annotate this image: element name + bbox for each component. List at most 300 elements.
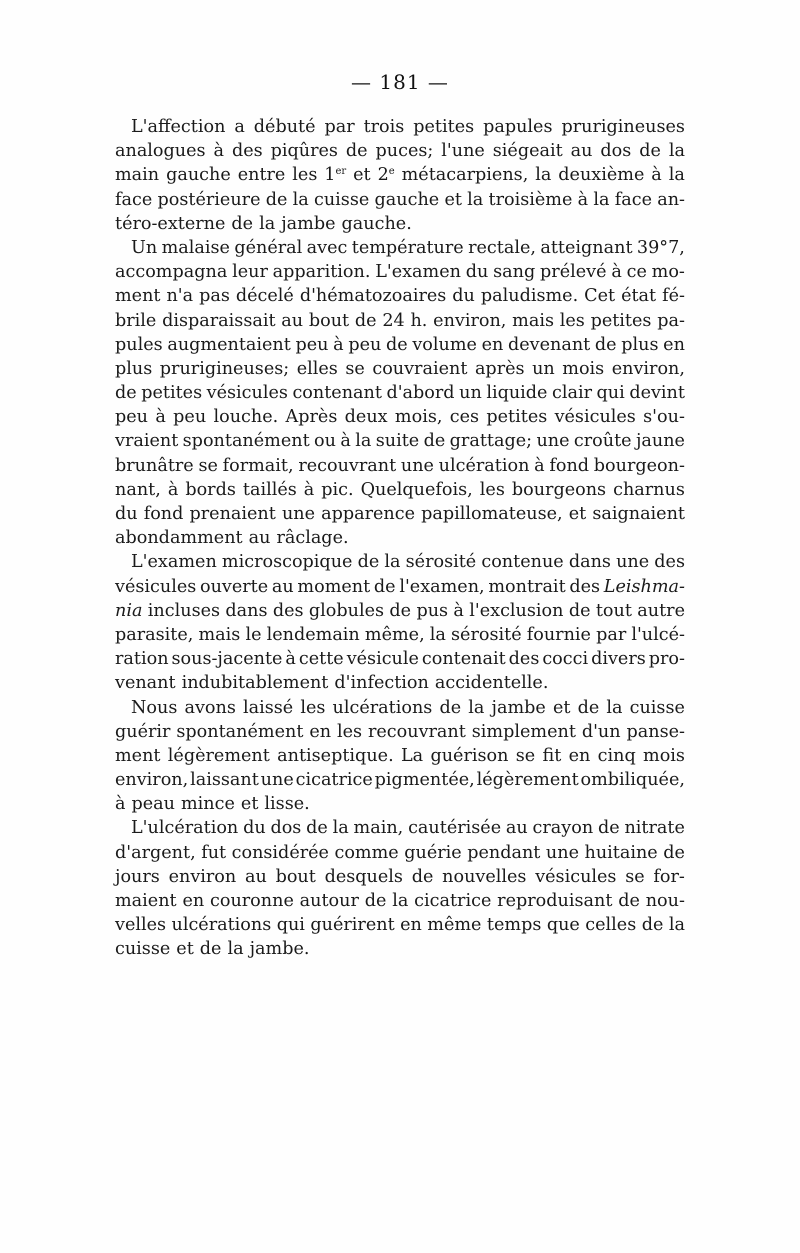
word: panse-: [626, 721, 685, 742]
word: petites: [486, 407, 548, 428]
word: pules: [115, 334, 163, 355]
word: pendant: [467, 842, 541, 863]
word: l'exclusion: [469, 600, 564, 621]
word: bourgeon-: [593, 455, 685, 476]
word: de: [386, 334, 408, 355]
word: L'examen: [131, 552, 217, 573]
word: la: [593, 189, 610, 210]
word: les: [300, 697, 326, 718]
word: des: [508, 649, 540, 670]
word: peu: [173, 407, 207, 428]
word: vésicules: [115, 576, 197, 597]
word: divers: [591, 649, 646, 670]
word: comme: [334, 842, 399, 863]
word: du: [243, 818, 266, 839]
text-line: [115, 792, 685, 816]
word: à: [155, 407, 166, 428]
word: à: [167, 479, 179, 500]
word: Leishma-: [603, 576, 685, 597]
word: dos: [600, 141, 632, 162]
word: de: [364, 891, 387, 911]
word: à: [213, 141, 225, 162]
word: cette: [298, 649, 344, 670]
word: la: [259, 213, 276, 234]
word: la: [606, 697, 623, 718]
word: au: [271, 576, 294, 597]
word: bords: [185, 479, 236, 500]
word: à: [577, 189, 589, 210]
word: de: [663, 842, 685, 863]
word: couvraient: [372, 358, 468, 379]
text-line: [115, 744, 685, 768]
word: d'abord: [386, 383, 455, 404]
word: la: [392, 891, 409, 911]
word: abondamment: [115, 528, 243, 549]
word: papillomateuse,: [421, 504, 563, 524]
word: la: [668, 141, 685, 162]
word: face: [614, 189, 652, 210]
word: brile: [115, 310, 157, 331]
word: et: [444, 189, 462, 210]
word: montrait: [488, 576, 566, 597]
text-line: [115, 768, 685, 792]
word: recouvrant: [367, 721, 466, 742]
word: la: [668, 165, 685, 186]
word: couronne: [210, 891, 294, 911]
word: par: [324, 117, 355, 137]
text-line: [115, 889, 685, 913]
word: la: [355, 431, 372, 452]
word: contenant: [292, 383, 382, 404]
word: à: [534, 455, 545, 476]
text-line: [115, 913, 685, 937]
word: l'ulcé-: [631, 624, 685, 645]
paragraph: [115, 236, 685, 550]
word: prurigineuses: [561, 117, 685, 137]
word: de: [265, 189, 288, 210]
word: gauche.: [341, 213, 412, 234]
word: la: [467, 189, 484, 210]
word: peau: [131, 794, 175, 815]
word: jambe.: [249, 939, 310, 960]
word: contenue: [481, 552, 564, 573]
word: du: [465, 262, 489, 283]
word: leur: [232, 262, 268, 283]
word: jours: [115, 866, 160, 887]
text-line: [115, 381, 685, 405]
word: décelé: [235, 286, 294, 307]
word: taillés: [242, 479, 297, 500]
word: gauche: [374, 189, 440, 210]
text-line: [115, 405, 685, 429]
word: saignaient: [592, 504, 685, 524]
word: ou: [314, 431, 336, 452]
body-text: [115, 115, 685, 962]
word: globules: [308, 600, 385, 621]
word: La: [400, 745, 424, 766]
word: lendemain: [266, 624, 360, 645]
word: cicatrice: [295, 770, 373, 791]
word: de: [357, 552, 380, 573]
word: d'argent,: [115, 842, 196, 863]
word: de: [373, 576, 396, 597]
text-line: [115, 309, 685, 333]
word: de: [639, 141, 661, 162]
word: antiseptique.: [277, 745, 394, 766]
word: de: [641, 915, 664, 936]
word: petites: [413, 117, 475, 137]
text-line: [115, 502, 685, 526]
word: à: [611, 262, 622, 283]
word: plus: [115, 358, 153, 379]
word: et: [176, 939, 194, 960]
word: Quelquefois,: [360, 479, 473, 500]
word: au: [505, 818, 528, 839]
word: nia: [115, 600, 143, 621]
word: peu: [295, 334, 329, 355]
text-line: [115, 550, 685, 574]
word: n'a: [166, 286, 194, 307]
word: se: [515, 745, 536, 766]
word: qui: [596, 383, 625, 404]
word: fé-: [662, 286, 685, 307]
word: mais: [198, 624, 241, 645]
word: du: [115, 504, 138, 524]
word: de: [354, 310, 377, 331]
word: même: [427, 915, 482, 936]
word: une: [545, 842, 579, 863]
word: la: [292, 189, 309, 210]
word: venant: [115, 673, 176, 694]
word: fournie: [526, 624, 591, 645]
word: des: [231, 141, 263, 162]
word: les: [479, 479, 505, 500]
word: téro-externe: [115, 213, 226, 234]
text-line: [115, 163, 685, 187]
word: de: [594, 334, 617, 355]
word: lisse.: [264, 794, 310, 815]
word: bout: [308, 310, 350, 331]
word: petites: [590, 310, 652, 331]
word: sous-jacente: [171, 649, 283, 670]
text-line: [115, 671, 685, 695]
paragraph: [115, 696, 685, 817]
word: la: [384, 552, 401, 573]
word: volume: [412, 334, 477, 355]
word: analogues: [115, 141, 206, 162]
word: au: [281, 310, 304, 331]
word: pas: [199, 286, 230, 307]
word: croûte: [573, 431, 632, 452]
word: main,: [353, 818, 404, 839]
word: jaune: [635, 431, 685, 452]
word: nant,: [115, 479, 161, 500]
word: nouvelles: [442, 866, 527, 887]
word: prenaient: [189, 504, 276, 524]
word: clair: [552, 383, 593, 404]
text-line: [115, 212, 685, 236]
word: une: [260, 770, 294, 791]
word: Nous: [131, 697, 178, 718]
word: les: [292, 165, 318, 186]
text-line: [115, 284, 685, 308]
word: fond: [143, 504, 184, 524]
word: de: [439, 697, 462, 718]
word: ombiliquée,: [580, 770, 685, 791]
word: puces;: [375, 141, 434, 162]
word: un: [459, 383, 482, 404]
word: de: [345, 141, 368, 162]
word: postérieure: [157, 189, 261, 210]
word: siégeait: [492, 141, 563, 162]
word: débuté: [253, 117, 316, 137]
paragraph: [115, 550, 685, 695]
word: de: [618, 891, 640, 911]
word: une: [400, 455, 434, 476]
word: en: [400, 915, 422, 936]
word: guérirent: [310, 915, 395, 936]
word: guérie: [404, 842, 462, 863]
word: des: [654, 552, 685, 573]
word: 24: [382, 310, 405, 331]
word: de: [411, 866, 434, 887]
word: de: [577, 697, 600, 718]
word: ration: [115, 649, 169, 670]
word: vésicule: [346, 649, 419, 670]
word: vésicules: [206, 383, 288, 404]
word: se: [198, 455, 218, 476]
word: paludisme.: [480, 286, 579, 307]
word: de: [306, 818, 328, 839]
word: à: [453, 600, 464, 621]
word: indubitablement: [181, 673, 329, 694]
word: par: [596, 624, 627, 645]
word: nitrate: [624, 818, 685, 839]
word: rectale,: [468, 237, 536, 258]
word: mois,: [394, 407, 443, 428]
word: cinq: [597, 745, 636, 766]
word: 39°7,: [636, 237, 685, 258]
word: les: [336, 721, 363, 742]
word: deux: [344, 407, 388, 428]
text-line: [115, 429, 685, 453]
word: papules: [483, 117, 553, 137]
word: desquels: [324, 866, 403, 887]
word: cuisse: [629, 697, 685, 718]
word: à: [333, 334, 344, 355]
word: cuisse: [314, 189, 370, 210]
word: d'un: [581, 721, 621, 742]
text-line: [115, 816, 685, 840]
text-line: [115, 357, 685, 381]
word: prurigineuses;: [159, 358, 290, 379]
text-line: [115, 696, 685, 720]
word: Cet: [584, 286, 616, 307]
word: accidentelle.: [434, 673, 549, 694]
word: en: [663, 334, 685, 355]
word: environ,: [433, 310, 507, 331]
word: cocci: [542, 649, 589, 670]
word: avec: [306, 237, 348, 258]
word: avons: [184, 697, 236, 718]
text-line: [115, 115, 685, 139]
text-line: [115, 841, 685, 865]
word: que: [546, 915, 580, 936]
word: s'ou-: [643, 407, 685, 428]
word: considérée: [231, 842, 329, 863]
word: légèrement: [167, 745, 270, 766]
word: de: [389, 600, 412, 621]
word: huitaine: [584, 842, 658, 863]
word: ment: [115, 745, 161, 766]
word: contenait: [421, 649, 506, 670]
word: guérison: [430, 745, 509, 766]
word: an-: [657, 189, 685, 210]
text-line: [115, 575, 685, 599]
word: autre: [637, 600, 685, 621]
word: devint: [629, 383, 685, 404]
word: en: [481, 334, 504, 355]
word: et: [552, 697, 571, 718]
text-line: [115, 526, 685, 550]
word: à: [285, 649, 296, 670]
word: métacarpiens,: [401, 165, 529, 186]
word: dans: [225, 600, 268, 621]
word: microscopique: [221, 552, 353, 573]
word: parasite,: [115, 624, 194, 645]
word: a: [234, 117, 245, 137]
word: en: [568, 745, 591, 766]
word: général: [234, 237, 303, 258]
word: au: [570, 141, 593, 162]
word: crayon: [532, 818, 594, 839]
word: après: [474, 358, 525, 379]
word: à: [651, 165, 662, 186]
word: petites: [141, 383, 203, 404]
word: apparence: [321, 504, 416, 524]
word: autour: [299, 891, 359, 911]
word: ment: [115, 286, 161, 307]
word: la: [227, 939, 244, 960]
word: de: [199, 939, 222, 960]
word: face: [115, 189, 153, 210]
word: spontanément: [176, 721, 304, 742]
word: vésicules: [554, 407, 636, 428]
word: de: [115, 383, 137, 404]
page-number: — 181 —: [351, 70, 449, 94]
word: 2e: [377, 165, 395, 186]
word: piqûres: [270, 141, 338, 162]
word: gauche: [166, 165, 231, 186]
word: une: [536, 431, 570, 452]
word: et: [240, 794, 259, 815]
word: formait,: [222, 455, 294, 476]
word: pus: [416, 600, 449, 621]
word: grattage;: [449, 431, 533, 452]
word: pic.: [321, 479, 354, 500]
word: se: [625, 866, 645, 887]
word: au: [244, 866, 267, 887]
word: entre: [237, 165, 286, 186]
text-line: [115, 647, 685, 671]
word: d'infection: [334, 673, 429, 694]
word: spontanément: [182, 431, 310, 452]
word: main: [115, 165, 160, 186]
word: recouvrant: [298, 455, 397, 476]
word: peu: [115, 407, 149, 428]
word: du: [452, 286, 475, 307]
word: ce: [626, 262, 647, 283]
word: apparition.: [272, 262, 371, 283]
word: ulcérations: [332, 697, 433, 718]
word: mince: [181, 794, 235, 815]
word: for-: [653, 866, 685, 887]
word: environ: [168, 866, 237, 887]
word: Un: [131, 237, 158, 258]
word: en: [182, 891, 205, 911]
word: ouverte: [199, 576, 269, 597]
word: au: [248, 528, 271, 549]
word: pa-: [657, 310, 685, 331]
word: à: [115, 794, 126, 815]
word: ces: [449, 407, 480, 428]
text-line: [115, 454, 685, 478]
word: des: [569, 576, 601, 597]
word: de: [597, 818, 620, 839]
word: disparaissait: [162, 310, 276, 331]
word: nou-: [645, 891, 685, 911]
word: h.: [410, 310, 428, 331]
word: la: [332, 818, 349, 839]
word: qui: [276, 915, 305, 936]
text-line: [115, 236, 685, 260]
word: à: [340, 431, 351, 452]
word: de: [568, 600, 591, 621]
word: sérosité: [405, 552, 477, 573]
word: sérosité: [451, 624, 522, 645]
word: de: [423, 431, 446, 452]
word: les: [559, 310, 585, 331]
word: la: [535, 165, 552, 186]
word: bourgeons: [511, 479, 607, 500]
word: simplement: [471, 721, 576, 742]
word: à: [303, 479, 315, 500]
text-line: [115, 623, 685, 647]
word: 1er: [324, 165, 347, 186]
word: la: [468, 697, 485, 718]
word: vraient: [115, 431, 179, 452]
word: mo-: [651, 262, 685, 283]
word: fit: [542, 745, 562, 766]
word: charnus: [613, 479, 685, 500]
word: cuisse: [115, 939, 171, 960]
word: la: [429, 624, 446, 645]
text-line: [115, 478, 685, 502]
text-line: [115, 260, 685, 284]
word: vésicules: [535, 866, 617, 887]
text-line: [115, 865, 685, 889]
word: troisième: [488, 189, 573, 210]
word: brunâtre: [115, 455, 194, 476]
word: tout: [595, 600, 632, 621]
word: L'examen: [375, 262, 461, 283]
word: cicatrice: [414, 891, 492, 911]
word: l'examen,: [399, 576, 485, 597]
word: moment: [297, 576, 371, 597]
word: ulcération: [438, 455, 530, 476]
word: un: [532, 358, 555, 379]
word: elles: [296, 358, 338, 379]
